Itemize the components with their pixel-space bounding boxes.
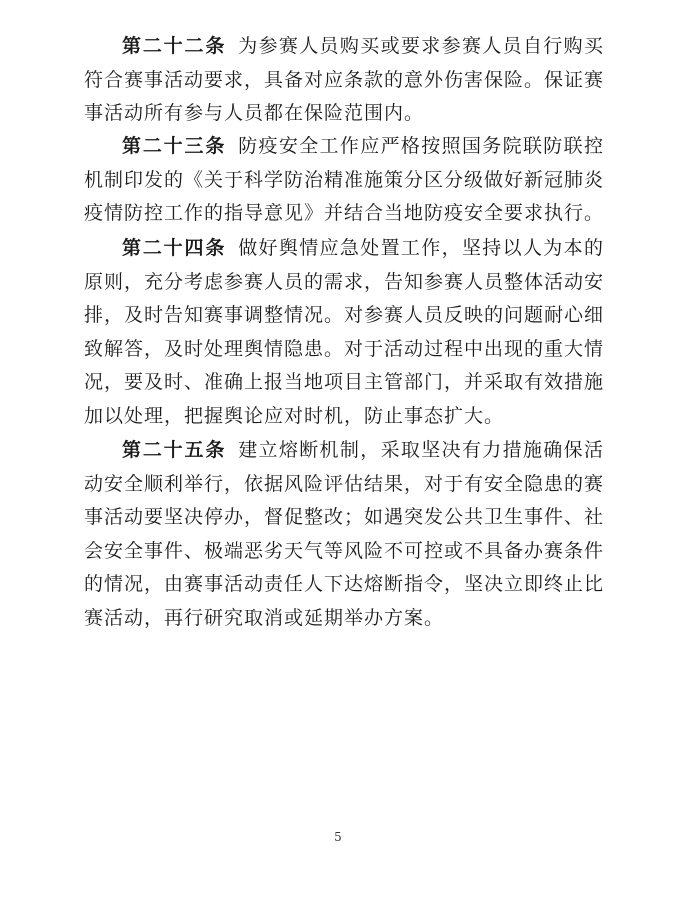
article-heading: 第二十三条 — [122, 135, 227, 157]
article-heading: 第二十五条 — [122, 439, 227, 461]
article-body: 防疫安全工作应严格按照国务院联防联控机制印发的《关于科学防治精准施策分区分级做好新冠肺炎疫情防控工作的指导意见》并结合当地防疫安全要求执行。 — [84, 135, 605, 225]
page-number: 5 — [334, 830, 342, 844]
article-24 — [84, 232, 604, 434]
article-heading: 第二十四条 — [122, 237, 227, 259]
article-22 — [84, 30, 604, 131]
article-body: 为参赛人员购买或要求参赛人员自行购买符合赛事活动要求，具备对应条款的意外伤害保险。保证赛事活动所有参与人员都在保险范围内。 — [84, 35, 605, 125]
article-body: 建立熔断机制，采取坚决有力措施确保活动安全顺利举行，依据风险评估结果，对于有安全隐患的赛事活动要坚决停办，督促整改；如遇突发公共卫生事件、社会安全事件、极端恶劣天气等风险不可控或不具备办赛条件的情况，由赛事活动责任人下达熔断指令，坚决立即终止比赛活动，再行研究取消或延期举办方案。 — [84, 439, 605, 629]
article-body: 做好舆情应急处置工作，坚持以人为本的原则，充分考虑参赛人员的需求，告知参赛人员整体活动安排，及时告知赛事调整情况。对参赛人员反映的问题耐心细致解答，及时处理舆情隐患。对于活动过程中出现的重大情况，要及时、准确上报当地项目主管部门，并采取有效措施加以处理，把握舆论应对时机，防止事态扩大。 — [84, 237, 605, 427]
article-23 — [84, 130, 604, 231]
article-25 — [84, 434, 604, 636]
article-heading: 第二十二条 — [122, 35, 227, 57]
